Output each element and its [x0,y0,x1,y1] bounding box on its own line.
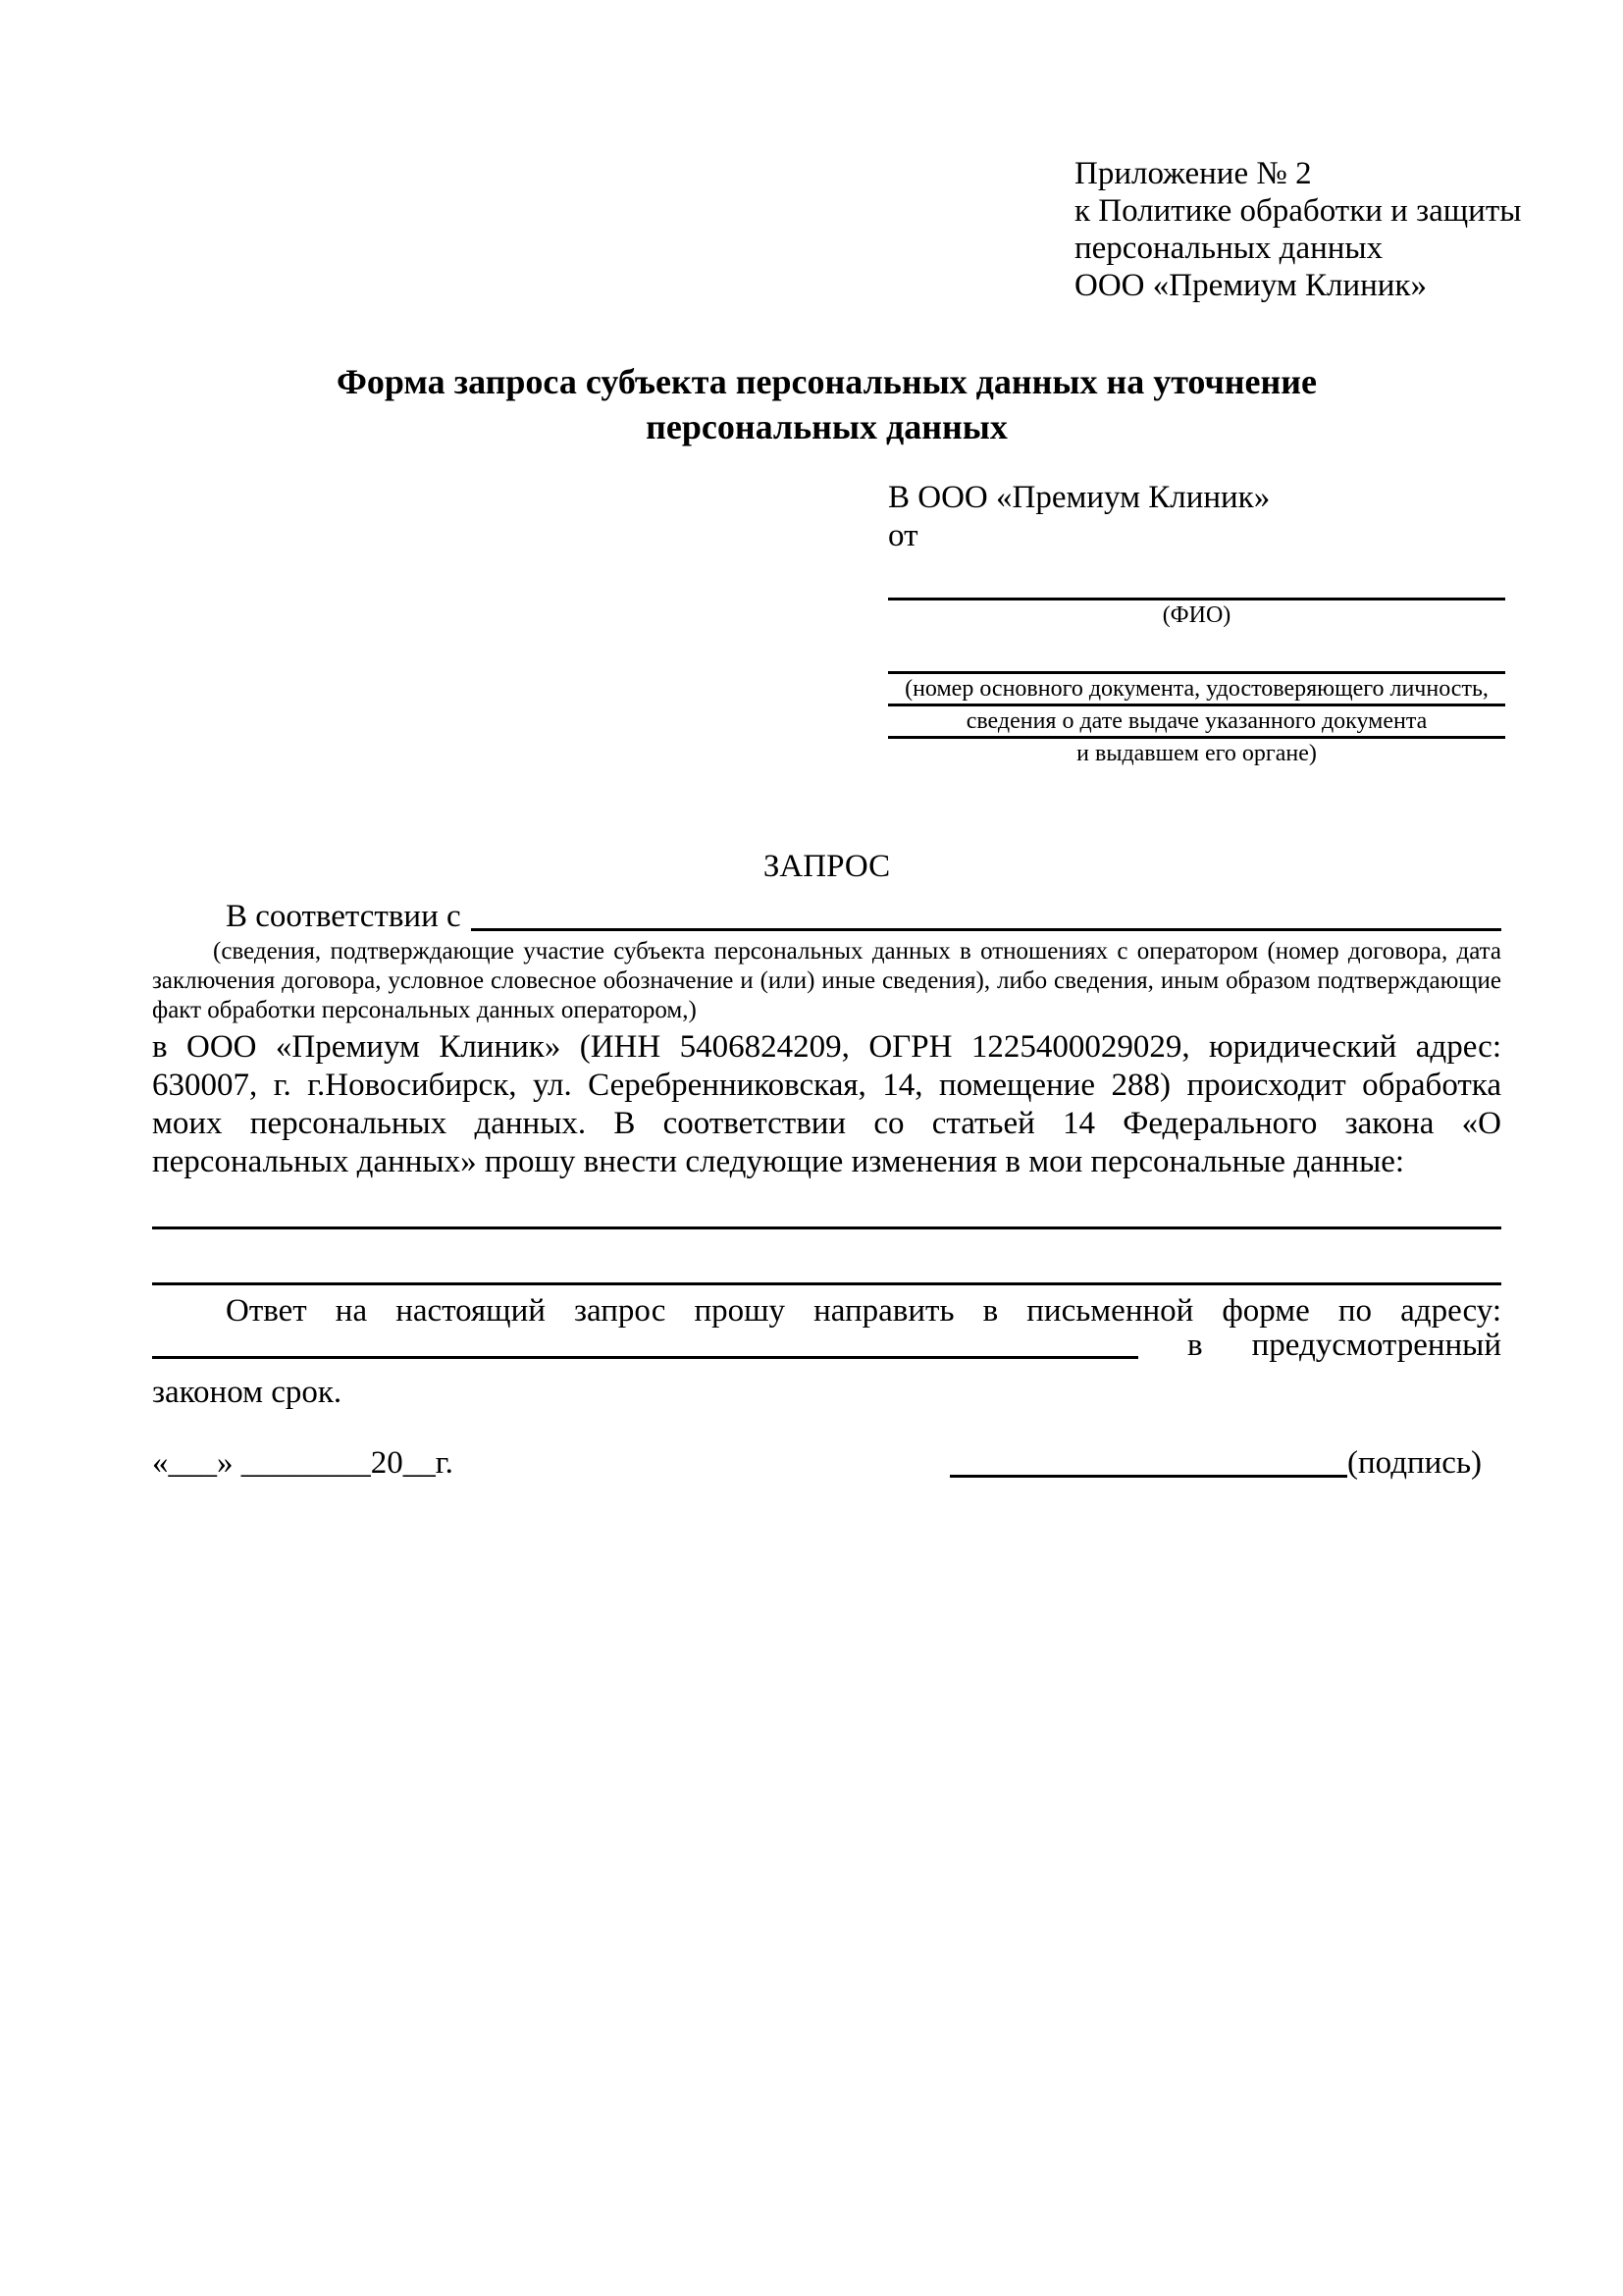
fio-field [888,598,1505,630]
reply-end-text: законом срок. [152,1375,342,1410]
document-title-line1: Форма запроса субъекта персональных данных на уточнение [337,362,1317,401]
changes-blank-line-2 [152,1282,1501,1285]
reply-address-row [152,1327,1501,1365]
appendix-header-line: Приложение № 2 [1074,156,1312,191]
fineprint-note: (сведения, подтверждающие участие субъекта персональных данных в отношениях с оператором (номер договора, дата заключения договора, условное словесное обозначение и (или) иные сведения), либо сведения, иным образом подтверждающие факт обработки персональных данных оператором,) [152,938,1501,1023]
reply-word-v: в [1187,1328,1203,1363]
changes-blank-line-1 [152,1226,1501,1229]
addressee-to: В ООО «Премиум Клиник» [888,480,1271,515]
in-accordance-blank-line [471,928,1501,931]
id-document-field [888,671,1505,704]
document-title-line2: персональных данных [646,407,1008,446]
appendix-header-line: ООО «Премиум Клиник» [1074,268,1427,303]
issuer-field [888,736,1505,768]
issue-date-caption: сведения о дате выдаче указанного документа [966,708,1428,734]
request-body: в ООО «Премиум Клиник» (ИНН 5406824209, ОГРН 1225400029029, юридический адрес: 630007, г. г.Новосибирск, ул. Серебренниковская, 14, помещение 288) происходит обработка моих персональных данных. В соответствии со статьей 14 Федерального закона «О персональных данных» прошу внести следующие изменения в мои персональные данные: [152,1029,1501,1179]
request-heading: ЗАПРОС [762,849,891,884]
signature-caption: (подпись) [1347,1445,1482,1481]
footer-row [152,1444,1482,1483]
reply-word-predusmotrennyj: предусмотренный [1251,1328,1502,1363]
address-blank-line [152,1356,1138,1359]
signature-group [950,1444,1482,1483]
date-field: «___» ________20__г. [152,1445,453,1481]
issuer-caption: и выдавшем его органе) [1076,741,1317,766]
in-accordance-row [152,898,1501,936]
appendix-header-line: персональных данных [1074,231,1384,266]
document-title [152,359,1501,449]
signature-blank-line [950,1475,1347,1478]
reply-paragraph: Ответ на настоящий запрос прошу направить в письменной форме по адресу: [226,1293,1501,1329]
appendix-header-line: к Политике обработки и защиты [1074,193,1522,229]
addressee-block [888,479,1505,768]
in-accordance-label: В соответствии с [226,899,461,934]
id-document-caption: (номер основного документа, удостоверяющего личность, [905,676,1489,702]
issue-date-field [888,704,1505,736]
addressee-from: от [888,518,918,553]
appendix-header [1074,155,1521,304]
fio-caption: (ФИО) [1162,602,1231,628]
